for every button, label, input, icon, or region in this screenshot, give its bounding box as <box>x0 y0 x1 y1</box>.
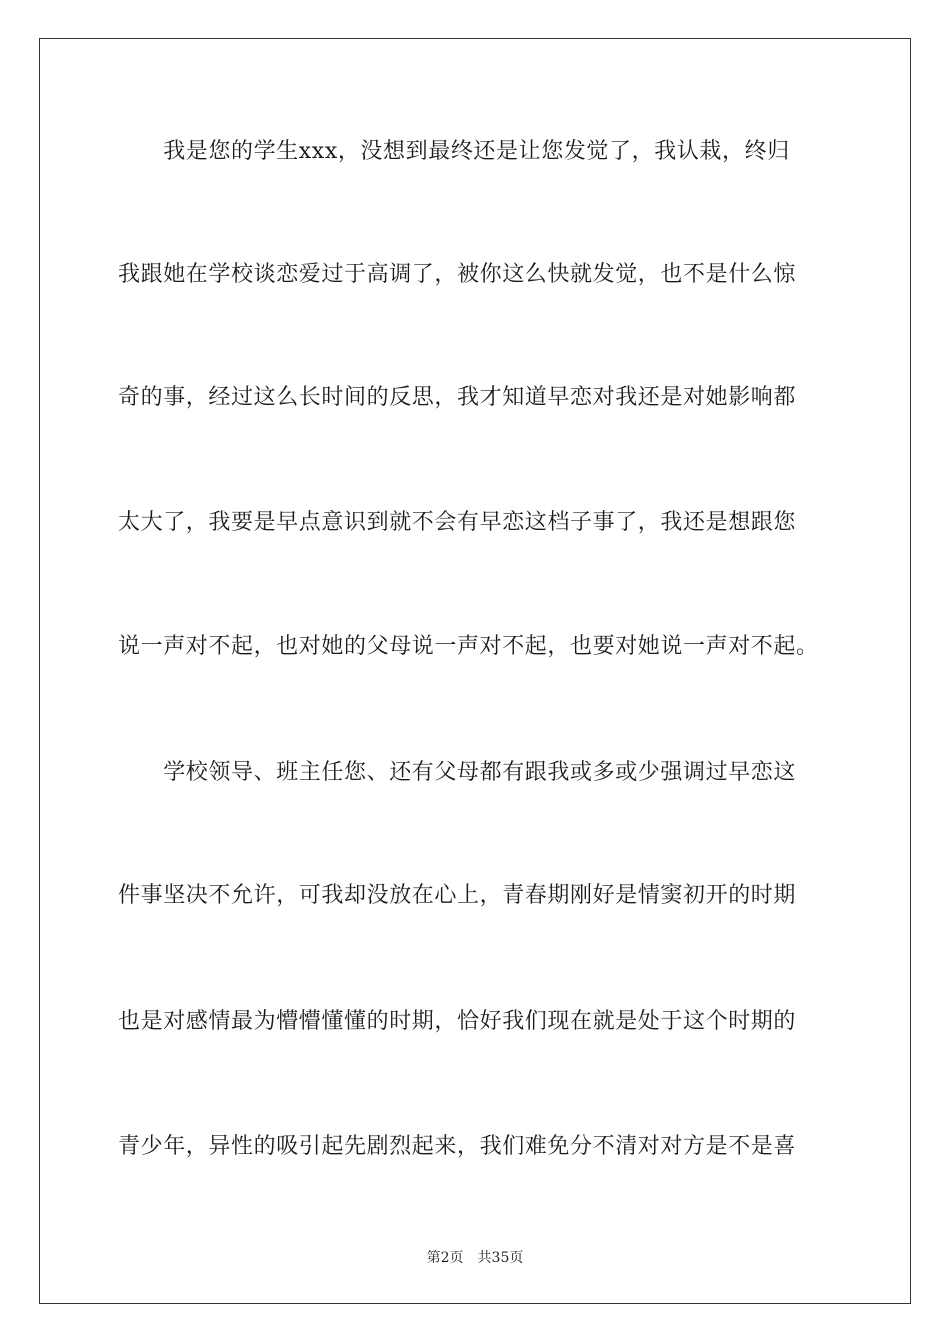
text-line: 我是您的学生xxx，没想到最终还是让您发觉了，我认栽，终归 <box>118 139 790 164</box>
page-footer <box>0 1249 950 1267</box>
text-line: 学校领导、班主任您、还有父母都有跟我或多或少强调过早恋这 <box>118 760 797 785</box>
total-pages: 共35页 <box>477 1250 524 1266</box>
page-number: 第2页 <box>426 1250 464 1266</box>
page-border <box>39 38 911 1304</box>
text-line: 青少年，异性的吸引起先剧烈起来，我们难免分不清对对方是不是喜 <box>118 1134 797 1159</box>
text-line: 说一声对不起，也对她的父母说一声对不起，也要对她说一声对不起。 <box>118 634 819 659</box>
text-line: 太大了，我要是早点意识到就不会有早恋这档子事了，我还是想跟您 <box>118 510 797 535</box>
text-line: 件事坚决不允许，可我却没放在心上，青春期刚好是情窦初开的时期 <box>118 883 797 908</box>
text-line: 也是对感情最为懵懵懂懂的时期，恰好我们现在就是处于这个时期的 <box>118 1009 797 1034</box>
text-line: 我跟她在学校谈恋爱过于高调了，被你这么快就发觉，也不是什么惊 <box>118 262 797 287</box>
text-line: 奇的事，经过这么长时间的反思，我才知道早恋对我还是对她影响都 <box>118 385 797 410</box>
